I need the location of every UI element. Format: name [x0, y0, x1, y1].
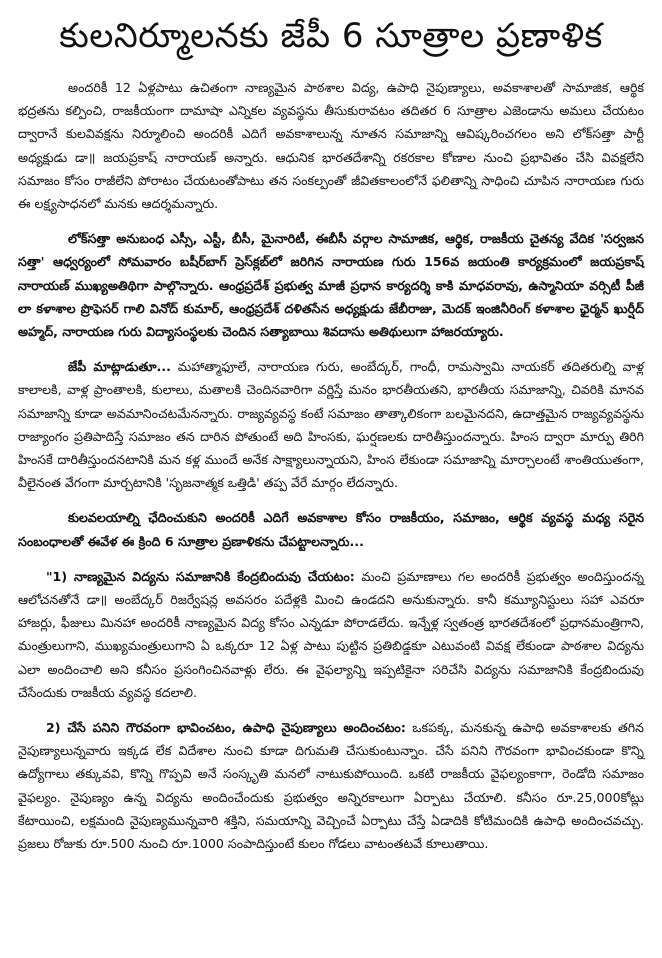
article-paragraph-4: [18, 506, 644, 552]
paragraph-5-text: మంచి ప్రమాణాలు గల అందరికీ ప్రభుత్వం అందిస్తుందన్న ఆలోచనతోనే డా॥ అంబేద్కర్ రిజర్వేషన్ల అవసరం పదేళ్లకి మించి ఉండదని అనుకున్నారు. కానీ కమ్యూనిస్టులు సహా ఎవరూ హాజర్లు, ఫీజులు మినహా అందరికీ నాణ్యమైన విద్య కోసం ఎన్నడూ పోరాడలేదు. ఇన్నేళ్ల స్వతంత్ర భారతదేశంలో ప్రధానమంత్రిగాని, మంత్రులుగాని, ముఖ్యమంత్రులుగాని ఏ ఒక్కరూ 12 ఏళ్ల పాటు పుట్టిన ప్రతిబిడ్డకూ ఎటువంటి వివక్ష లేకుండా పాఠశాల విద్యను ఎలా అందించాలి అని కనీసం ప్రసంగించినవాళ్లు లేరు. ఈ వైఫల్యాన్ని ఇప్పటికైనా సరిచేసి విద్యను సమాజానికి కేంద్రబిందువు చేసేందుకు రాజకీయ వ్యవస్థ కదలాలి.: [18, 568, 644, 700]
paragraph-2-text: లోక్‌సత్తా అనుబంధ ఎస్సీ, ఎస్టీ, బీసీ, మైనారిటీ, ఈబీసీ వర్గాల సామాజిక, ఆర్థిక, రాజకీయ చైతన్య వేదిక 'సర్వజన సత్తా' ఆధ్వర్యంలో సోమవారం బషీర్‌బాగ్ ప్రెస్‌క్లబ్‌లో జరిగిన నారాయణ గురు 156వ జయంతి కార్యక్రమంలో జయప్రకాష్ నారాయణ్ ముఖ్యఅతిథిగా పాల్గొన్నారు. ఆంధ్రప్రదేశ్ ప్రభుత్వ మాజీ ప్రధాన కార్యదర్శి కాకి మాధవరావు, ఉస్మానియా వర్సిటీ పీజీ లా కళాశాల ప్రొఫెసర్ గాలి వినోద్ కుమార్, ఆంధ్రప్రదేశ్ దళితసేన అధ్యక్షుడు జేబీరాజు, మెదక్ ఇంజినీరింగ్ కళాశాల ఛైర్మన్ ఖుర్షీద్ అహ్మద్, నారాయణ గురు విద్యాసంస్థలకు చెందిన సత్యాబాయి శివదాసు అతిథులుగా హాజరయ్యారు.: [18, 231, 644, 340]
paragraph-3-text: మహాత్మాఫూలే, నారాయణ గురు, అంబేద్కర్, గాంధీ, రామస్వామి నాయకర్ తదితరుల్ని వాళ్ల కాలాలకి, వాళ్ల ప్రాంతాలకి, కులాలు, మతాలకి చెందినవారిగా వర్ణిస్తే మనం భారతీయతని, భారతీయ సమాజాన్ని, చివరికి మానవ సమాజాన్ని కూడా అవమానించటమేనన్నారు. రాజ్యవ్యవస్థ కంటే సమాజం తాత్కాలికంగా బలమైనదని, ఉదాత్తమైన రాజ్యవ్యవస్థను రాజ్యాంగం ప్రతిపాదిస్తే సమాజం తన దారిన పోతుంటే అది హింసకు, ఘర్షణలకు దారితీస్తుందన్నారు. హింస ద్వారా మార్పు తిరిగి హింసకే దారితీస్తుందనటానికి మన కళ్ల ముందే అనేక సాక్ష్యాలున్నాయని, హింస లేకుండా సమాజాన్ని మార్చాలంటే శాంతియుతంగా, వీలైనంత వేగంగా మార్చటానికి 'సృజనాత్మక ఒత్తిడి' తప్ప వేరే మార్గం లేదన్నారు.: [18, 359, 644, 491]
paragraph-1-text: అందరికీ 12 ఏళ్లపాటు ఉచితంగా నాణ్యమైన పాఠశాల విద్య, ఉపాధి నైపుణ్యాలు, అవకాశాలతో సామాజిక, ఆర్థిక భద్రతను కల్పించి, రాజకీయంగా దామాషా ఎన్నికల వ్యవస్థను తీసుకురావటం తదితర 6 సూత్రాల ఎజెండాను అమలు చేయటం ద్వారానే కులవివక్షను నిర్మూలించి అందరికీ ఎదిగే అవకాశాలున్న నూతన సమాజాన్ని ఆవిష్కరించగలం అని లోక్‌సత్తా పార్టీ అధ్యక్షుడు డా॥ జయప్రకాష్ నారాయణ్ అన్నారు. ఆధునిక భారతదేశాన్ని రకరకాల కోణాల నుంచి ప్రభావితం చేసి వివక్షలేని సమాజం కోసం రాజీలేని పోరాటం చేయటంతోపాటు తన సంకల్పంతో జీవితకాలంలోనే ఫలితాన్ని సాధించి చూపిన నారాయణ గురు ఈ లక్ష్యసాధనలో మనకు ఆదర్శమన్నారు.: [18, 80, 644, 212]
article-paragraph-1: [18, 76, 644, 215]
paragraph-3-lead: జేపీ మాట్లాడుతూ...: [68, 359, 171, 375]
article-paragraph-5: [18, 565, 644, 704]
paragraph-5-lead: "1) నాణ్యమైన విద్యను సమాజానికి కేంద్రబిందువు చేయటం:: [46, 568, 355, 584]
paragraph-4-text: కులవలయాల్ని ఛేదించుకుని అందరికీ ఎదిగే అవకాశాల కోసం రాజకీయం, సమాజం, ఆర్థిక వ్యవస్థ మధ్య సరైన సంబంధాలతో ఈవేళ ఈ క్రింది 6 సూత్రాల ప్రణాళికను చేపట్టాలన్నారు...: [18, 510, 644, 549]
article-paragraph-2: [18, 227, 644, 343]
paragraph-6-text: ఒకపక్క, మనకున్న ఉపాధి అవకాశాలకు తగిన నైపుణ్యాలున్నవారు ఇక్కడ లేక విదేశాల నుంచి కూడా దిగుమతి చేసుకుంటున్నాం. చేసే పనిని గౌరవంగా భావించకుండా కొన్ని ఉద్యోగాలు తక్కువవి, కొన్ని గొప్పవి అనే సంస్కృతి మనలో నాటుకుపోయింది. ఒకటి రాజకీయ వైఫల్యంకాగా, రెండోది సమాజం వైఫల్యం. నైపుణ్యం ఉన్న విద్యను అందించేందుకు ప్రభుత్వం అన్నిరకాలుగా ఏర్పాటు చేయాలి. కనీసం రూ.25,000కోట్లు కేటాయించి, లక్షమంది నైపుణ్యమున్నవారి శక్తిని, సమయాన్ని వెచ్చించే ఏర్పాటు చేస్తే ఏడాదికి కోటిమందికి ఉపాధి అందించవచ్చు. ప్రజలు రోజుకు రూ.500 నుంచి రూ.1000 సంపాదిస్తుంటే కులం గోడలు వాటంతటవే కూలుతాయి.: [18, 720, 644, 852]
article-paragraph-3: [18, 355, 644, 494]
article-headline: కులనిర్మూలనకు జేపీ 6 సూత్రాల ప్రణాళిక: [59, 16, 603, 56]
article-paragraph-6: [18, 716, 644, 855]
paragraph-6-lead: 2) చేసే పనిని గౌరవంగా భావించటం, ఉపాధి నైపుణ్యాలు అందించటం:: [46, 720, 406, 736]
